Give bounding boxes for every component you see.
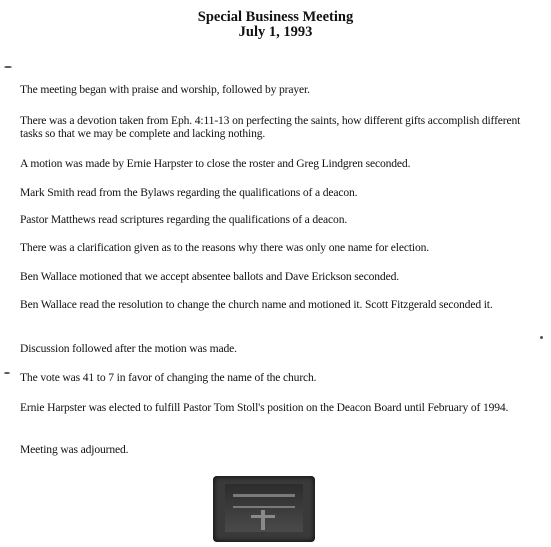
church-emblem-image <box>213 476 315 542</box>
minutes-paragraph: Mark Smith read from the Bylaws regarding the qualifications of a deacon. <box>20 186 358 199</box>
minutes-paragraph: The meeting began with praise and worship, followed by prayer. <box>20 83 310 96</box>
minutes-paragraph: There was a devotion taken from Eph. 4:11-13 on perfecting the saints, how different gifts accomplish different tasks so that we may be complete and lacking nothing. <box>20 114 521 140</box>
scan-speck <box>4 372 10 374</box>
minutes-paragraph: Ben Wallace motioned that we accept absentee ballots and Dave Erickson seconded. <box>20 270 399 283</box>
minutes-paragraph: The vote was 41 to 7 in favor of changing the name of the church. <box>20 371 317 384</box>
minutes-paragraph: Ben Wallace read the resolution to change the church name and motioned it. Scott Fitzgerald seconded it. <box>20 298 493 311</box>
minutes-paragraph: Ernie Harpster was elected to fulfill Pastor Tom Stoll's position on the Deacon Board until February of 1994. <box>20 401 509 414</box>
minutes-paragraph: Pastor Matthews read scriptures regarding the qualifications of a deacon. <box>20 213 348 226</box>
minutes-paragraph: A motion was made by Ernie Harpster to close the roster and Greg Lindgren seconded. <box>20 157 411 170</box>
minutes-paragraph: There was a clarification given as to the reasons why there was only one name for election. <box>20 241 430 254</box>
minutes-paragraph: Meeting was adjourned. <box>20 443 129 456</box>
minutes-paragraph: Discussion followed after the motion was made. <box>20 342 237 355</box>
scan-speck <box>4 66 12 68</box>
scan-speck <box>540 336 543 339</box>
meeting-date: July 1, 1993 <box>238 24 313 40</box>
document-title: Special Business Meeting <box>197 9 354 25</box>
